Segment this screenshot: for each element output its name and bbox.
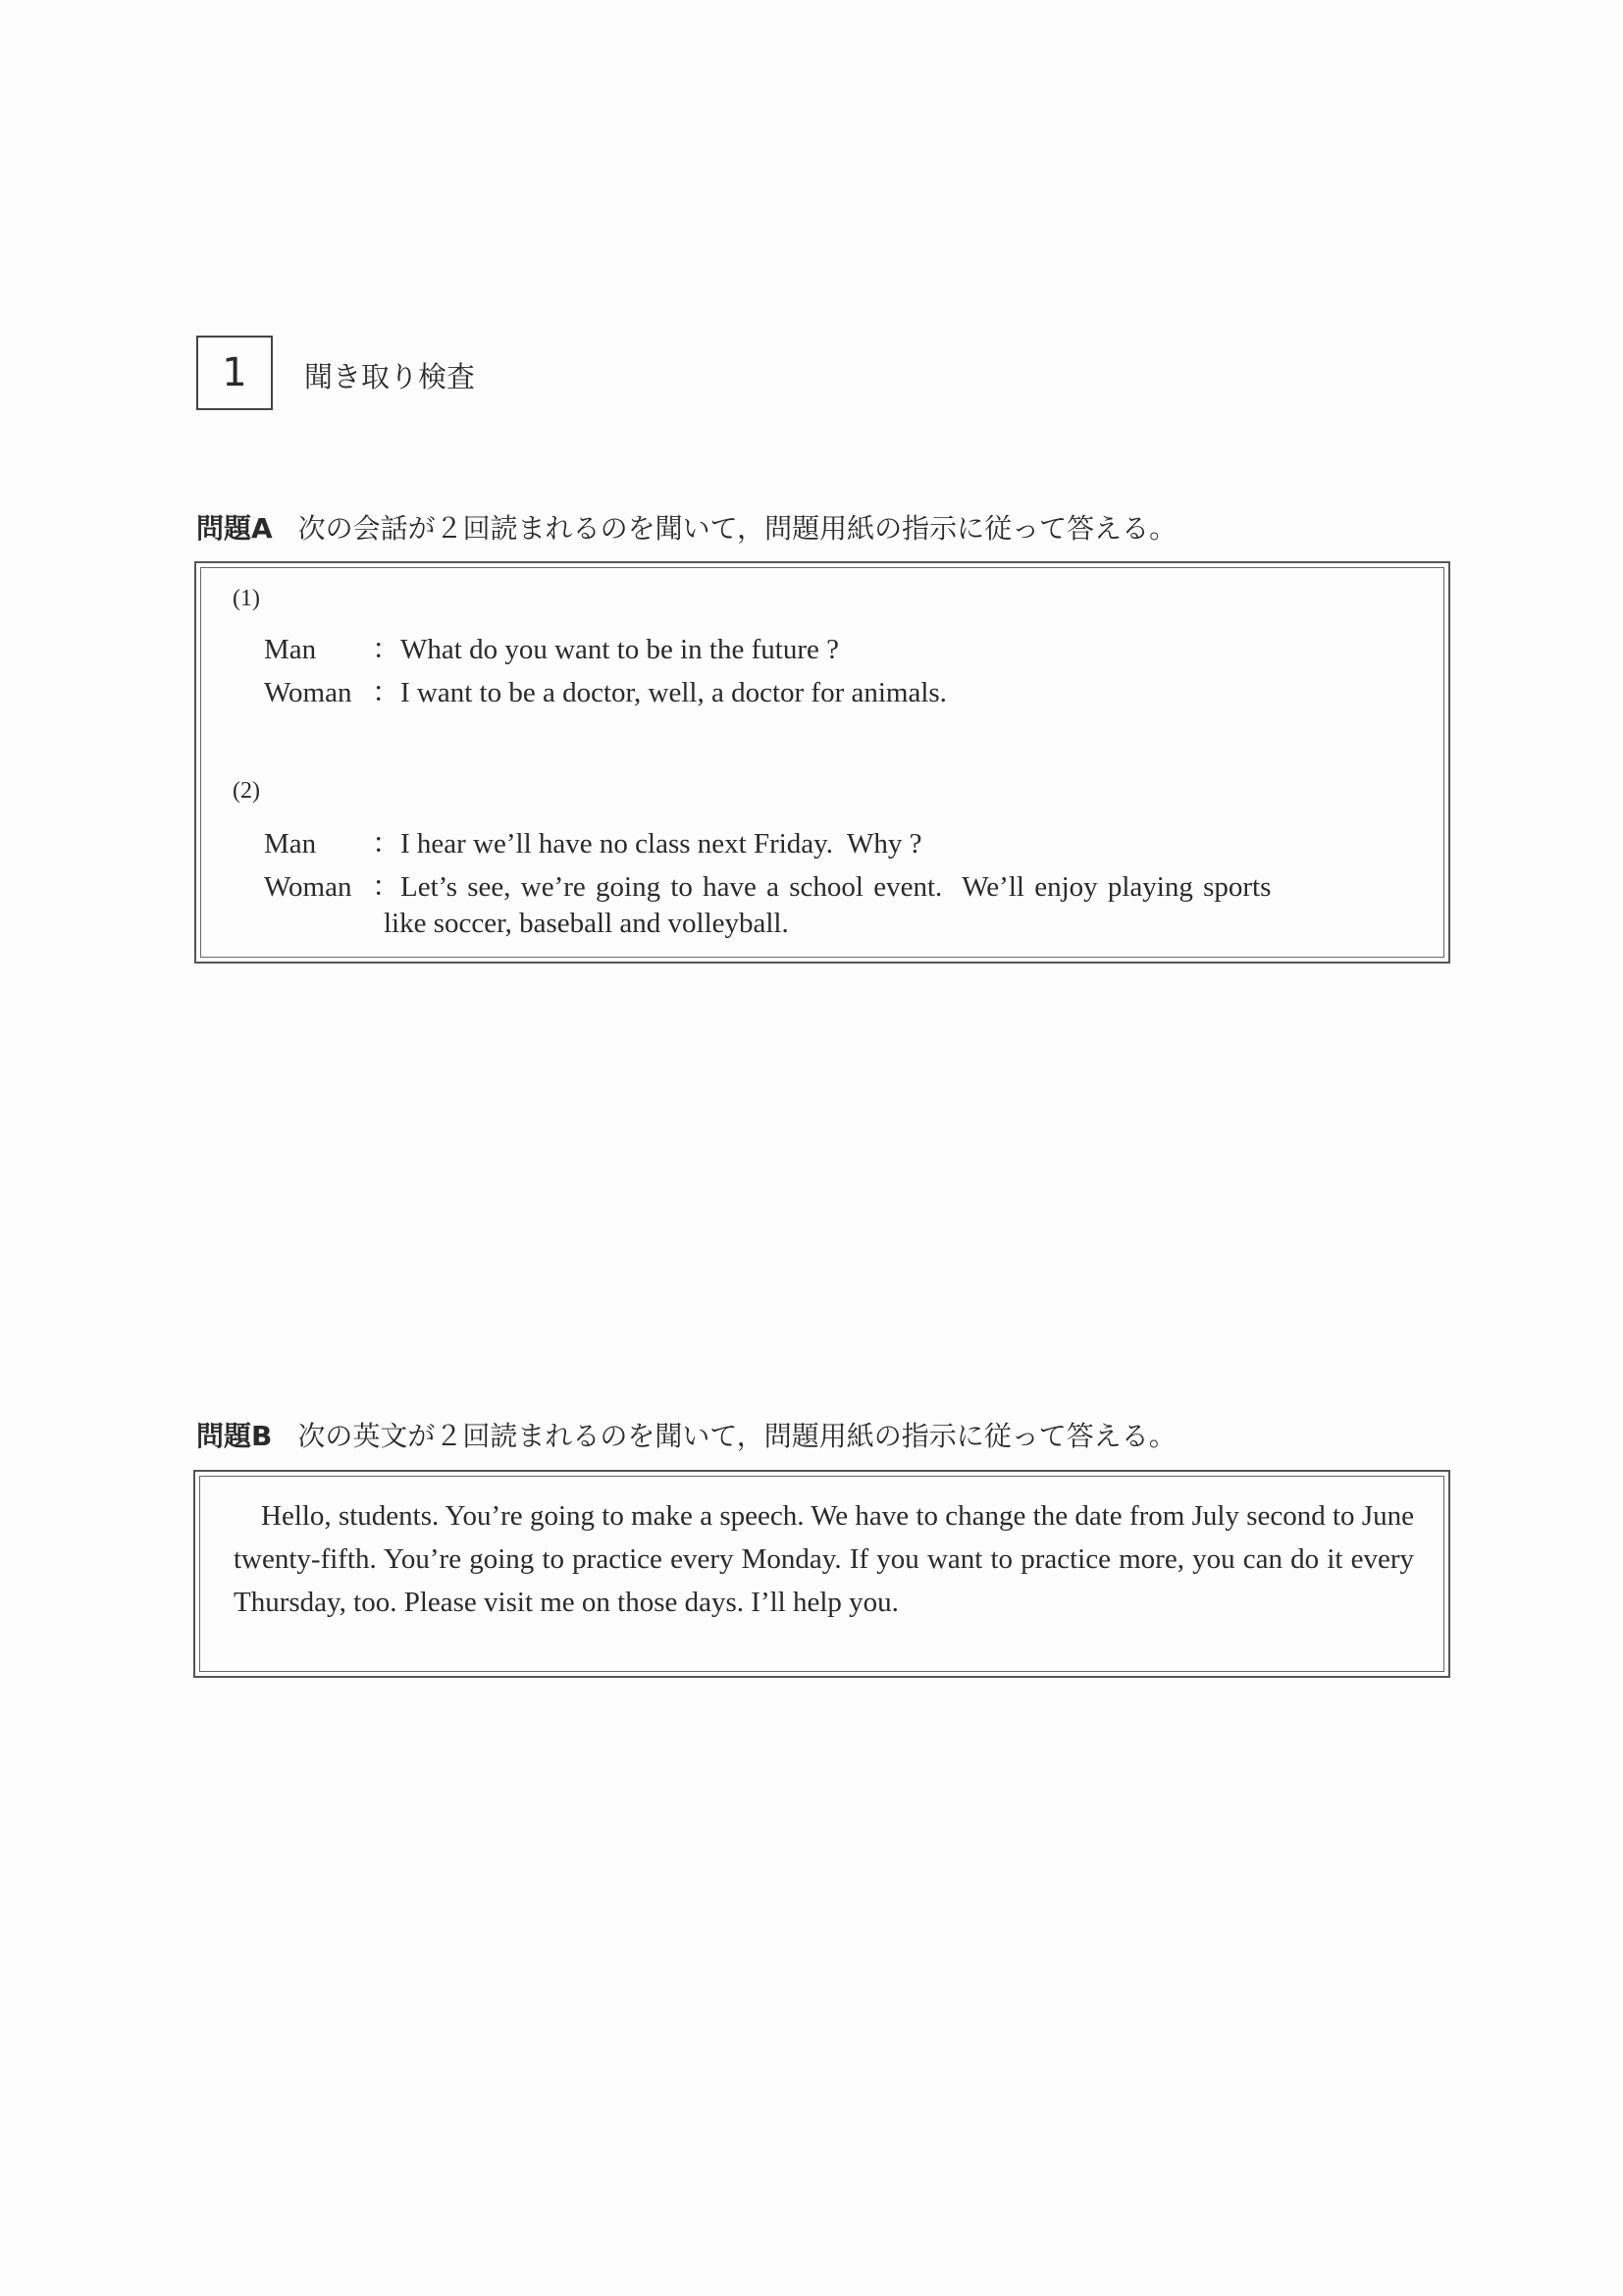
speaker: Man [264, 634, 317, 665]
problem-b-instruction: 次の英文が２回読まれるのを聞いて，問題用紙の指示に従って答える。 [297, 1420, 1177, 1452]
utterance: Let’s see, we’re going to have a school event. We’ll enjoy playing sports [400, 871, 1272, 903]
dialogue-line [264, 864, 1271, 905]
colon: ： [372, 677, 401, 708]
speaker: Woman [264, 871, 352, 903]
dialogue-line [264, 627, 839, 667]
utterance: I want to be a doctor, well, a doctor for animals. [400, 677, 947, 708]
section-title: 聞き取り検査 [304, 360, 476, 393]
utterance: What do you want to be in the future ? [400, 634, 839, 665]
problem-b-label: 問題B [196, 1420, 273, 1452]
section-number-box: 1 [196, 336, 273, 410]
problem-a-instruction: 次の会話が２回読まれるのを聞いて，問題用紙の指示に従って答える。 [297, 512, 1178, 545]
problem-a-heading [196, 507, 1177, 547]
item-number: (1) [233, 586, 260, 611]
problem-b-heading [196, 1415, 1177, 1454]
utterance: I hear we’ll have no class next Friday. Why ? [400, 828, 922, 860]
speaker: Man [264, 828, 317, 860]
dialogue-line [264, 670, 947, 710]
colon: ： [372, 871, 401, 903]
utterance-continuation: like soccer, baseball and volleyball. [384, 908, 789, 939]
item-number: (2) [233, 778, 260, 804]
passage-text: Hello, students. You’re going to make a speech. We have to change the date from July second to June twenty-fifth. You’re going to practice every Monday. If you want to practice more, you can do it every Thursday, too. Please visit me on those days. I’ll help you. [234, 1500, 1414, 1618]
colon: ： [372, 634, 401, 665]
dialogue-line [264, 821, 922, 861]
problem-a-script-box [194, 561, 1450, 964]
problem-a-label: 問題A [196, 512, 273, 545]
colon: ： [372, 828, 401, 860]
problem-b-script-box [193, 1470, 1450, 1678]
speaker: Woman [264, 677, 352, 708]
